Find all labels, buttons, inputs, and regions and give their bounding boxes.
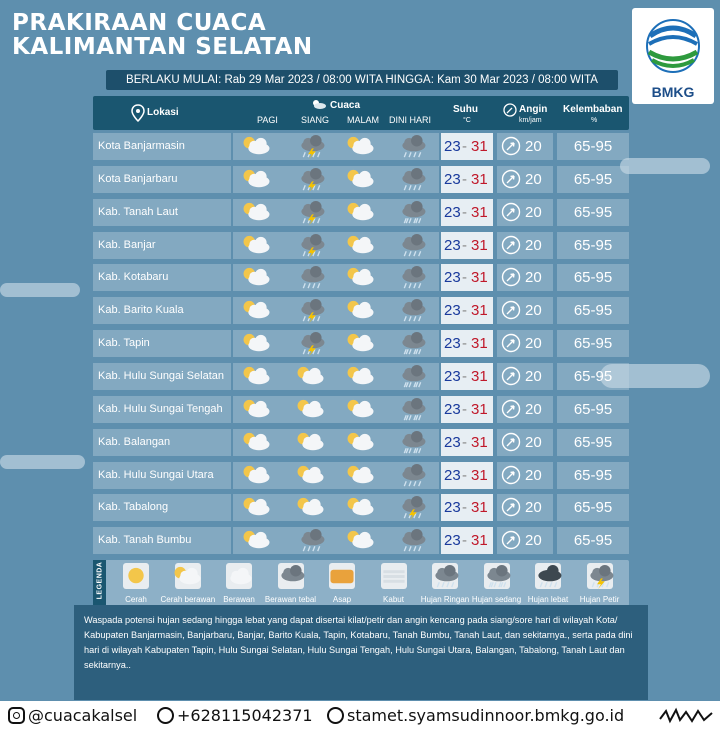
legend-item — [418, 563, 472, 604]
header-kelembaban — [557, 96, 629, 130]
humidity-range: 65-95 — [573, 466, 613, 484]
temp-separator: - — [462, 400, 467, 418]
cell-temperature — [441, 494, 493, 521]
temp-max: 31 — [471, 138, 488, 155]
cloud-decoration — [620, 158, 710, 174]
temp-separator: - — [462, 302, 467, 320]
header-lokasi — [93, 96, 231, 130]
cerah-berawan-icon — [293, 495, 329, 520]
cerah-berawan-icon — [239, 397, 275, 422]
globe-icon — [327, 707, 344, 724]
legend-label: Hujan sedang — [471, 595, 522, 604]
temp-min: 23 — [444, 302, 461, 320]
header-angin — [497, 96, 553, 130]
cell-wind — [497, 363, 553, 390]
wind-speed: 20 — [525, 400, 542, 418]
cerah-berawan-icon — [239, 167, 275, 192]
footer — [0, 701, 720, 731]
wind-direction-icon — [501, 530, 521, 550]
location-name: Kab. Tanah Bumbu — [98, 534, 192, 547]
table-row — [93, 396, 629, 423]
cerah-berawan-icon — [239, 331, 275, 356]
legend-tag-label: LEGENDA — [96, 561, 104, 600]
legend-label: Berawan tebal — [264, 595, 317, 604]
temp-min: 23 — [444, 170, 461, 188]
cell-humidity — [557, 133, 629, 160]
temp-min: 23 — [444, 433, 461, 451]
header-angin-unit: km/jam — [519, 117, 542, 124]
cerah-berawan-icon — [343, 331, 379, 356]
location-name: Kab. Tapin — [98, 337, 150, 350]
header-cuaca-label: Cuaca — [330, 100, 361, 111]
cerah-berawan-icon — [343, 167, 379, 192]
legend-item — [521, 563, 575, 604]
cell-humidity — [557, 166, 629, 193]
cerah-berawan-icon — [293, 364, 329, 389]
cell-wind — [497, 494, 553, 521]
location-name: Kab. Tanah Laut — [98, 205, 178, 218]
temp-separator: - — [462, 269, 467, 287]
wind-direction-icon — [501, 432, 521, 452]
cerah-berawan-icon — [293, 430, 329, 455]
legend-label: Cerah — [125, 595, 147, 604]
cerah-berawan-icon — [239, 134, 275, 159]
cell-humidity — [557, 396, 629, 423]
legend-label: Kabut — [383, 595, 404, 604]
legend-item — [264, 563, 318, 604]
legend-label: Hujan lebat — [527, 595, 569, 604]
temp-separator: - — [462, 466, 467, 484]
cerah-berawan-icon — [343, 134, 379, 159]
instagram-icon — [8, 707, 25, 724]
temp-separator: - — [462, 236, 467, 254]
hujan-ringan-icon — [394, 167, 430, 192]
period-siang: SIANG — [301, 115, 330, 125]
humidity-range: 65-95 — [573, 269, 613, 287]
cell-wind — [497, 199, 553, 226]
table-row — [93, 494, 629, 521]
wind-direction-icon — [501, 497, 521, 517]
temp-separator: - — [462, 433, 467, 451]
legend-item — [573, 563, 627, 604]
humidity-range: 65-95 — [573, 335, 613, 353]
wind-direction-icon — [501, 235, 521, 255]
wind-speed: 20 — [525, 269, 542, 287]
temp-max: 31 — [471, 367, 488, 385]
temp-max: 31 — [471, 170, 488, 188]
table-row — [93, 264, 629, 291]
cell-location — [93, 232, 231, 259]
cerah-berawan-icon — [343, 528, 379, 553]
wind-direction-icon — [501, 136, 521, 156]
temp-max: 31 — [471, 302, 488, 320]
cell-location — [93, 264, 231, 291]
cell-location — [93, 330, 231, 357]
cerah-berawan-icon — [239, 233, 275, 258]
cerah-berawan-icon — [239, 528, 275, 553]
cell-location — [93, 166, 231, 193]
cerah-berawan-icon — [239, 430, 275, 455]
cerah-berawan-icon — [239, 265, 275, 290]
temp-separator: - — [462, 532, 467, 550]
wind-speed: 20 — [525, 466, 542, 484]
legend-item — [470, 563, 524, 604]
wind-speed: 20 — [525, 499, 542, 517]
phone-number: +628115042371 — [177, 706, 313, 725]
cell-location — [93, 199, 231, 226]
location-name: Kab. Kotabaru — [98, 271, 169, 284]
location-name: Kab. Balangan — [98, 435, 171, 448]
cell-location — [93, 396, 231, 423]
header-angin-label: Angin — [519, 104, 548, 115]
temp-max: 31 — [471, 269, 488, 287]
title-line-2: KALIMANTAN SELATAN — [12, 34, 313, 60]
hujan-ringan-icon — [394, 528, 430, 553]
hujan-ringan-icon — [394, 134, 430, 159]
cell-humidity — [557, 462, 629, 489]
cell-wind — [497, 462, 553, 489]
cerah-berawan-icon — [343, 397, 379, 422]
hujan-sedang-icon — [484, 563, 510, 589]
header-suhu-unit: °C — [463, 117, 471, 124]
location-name: Kab. Tabalong — [98, 501, 169, 514]
bmkg-logo — [632, 8, 714, 104]
wind-direction-icon — [501, 333, 521, 353]
hujan-petir-icon — [394, 495, 430, 520]
header-suhu — [441, 96, 493, 130]
cerah-berawan-icon — [175, 563, 201, 589]
hujan-ringan-icon — [293, 265, 329, 290]
humidity-range: 65-95 — [573, 499, 613, 517]
cell-location — [93, 527, 231, 554]
cell-wind — [497, 232, 553, 259]
location-name: Kota Banjarbaru — [98, 172, 178, 185]
wind-speed: 20 — [525, 236, 542, 254]
hujan-sedang-icon — [394, 364, 430, 389]
table-row — [93, 199, 629, 226]
hujan-ringan-icon — [293, 528, 329, 553]
cell-temperature — [441, 297, 493, 324]
legend-label: Hujan Petir — [579, 595, 620, 604]
wind-direction-icon — [501, 300, 521, 320]
wind-speed: 20 — [525, 532, 542, 550]
temp-min: 23 — [444, 367, 461, 385]
cell-humidity — [557, 494, 629, 521]
temp-separator: - — [462, 170, 467, 188]
hujan-petir-icon — [293, 134, 329, 159]
cerah-berawan-icon — [293, 463, 329, 488]
instagram-handle: @cuacakalsel — [28, 706, 138, 725]
cell-humidity — [557, 363, 629, 390]
weather-header-icon — [311, 98, 327, 110]
wind-direction-icon — [501, 169, 521, 189]
whatsapp-icon — [157, 707, 174, 724]
cell-location — [93, 363, 231, 390]
website-url: stamet.syamsudinnoor.bmkg.go.id — [347, 706, 625, 725]
location-name: Kab. Barito Kuala — [98, 304, 184, 317]
temp-max: 31 — [471, 203, 488, 221]
cerah-berawan-icon — [343, 430, 379, 455]
hujan-petir-icon — [293, 167, 329, 192]
temp-separator: - — [462, 335, 467, 353]
cerah-berawan-icon — [343, 495, 379, 520]
cell-wind — [497, 527, 553, 554]
cerah-berawan-icon — [343, 200, 379, 225]
hujan-ringan-icon — [394, 265, 430, 290]
cerah-berawan-icon — [239, 463, 275, 488]
cell-humidity — [557, 429, 629, 456]
hujan-sedang-icon — [394, 200, 430, 225]
cerah-berawan-icon — [343, 298, 379, 323]
temp-max: 31 — [471, 236, 488, 254]
cell-wind — [497, 330, 553, 357]
humidity-range: 65-95 — [573, 302, 613, 320]
humidity-range: 65-95 — [573, 138, 613, 155]
location-name: Kab. Hulu Sungai Selatan — [98, 369, 224, 382]
kabut-icon — [381, 563, 407, 589]
hujan-sedang-icon — [394, 397, 430, 422]
cell-temperature — [441, 527, 493, 554]
location-name: Kota Banjarmasin — [98, 140, 185, 152]
cell-temperature — [441, 429, 493, 456]
cell-humidity — [557, 199, 629, 226]
bmkg-logo-mark — [632, 8, 714, 80]
cell-temperature — [441, 264, 493, 291]
cell-wind — [497, 297, 553, 324]
berawan-tebal-icon — [278, 563, 304, 589]
temp-separator: - — [462, 499, 467, 517]
asap-icon — [329, 563, 355, 589]
cerah-berawan-icon — [239, 495, 275, 520]
cell-temperature — [441, 330, 493, 357]
location-name: Kab. Hulu Sungai Utara — [98, 468, 214, 481]
legend-item — [161, 563, 215, 604]
cerah-berawan-icon — [343, 233, 379, 258]
hujan-petir-icon — [293, 331, 329, 356]
wind-direction-icon — [501, 202, 521, 222]
legend-tag — [93, 560, 106, 606]
header-suhu-label: Suhu — [453, 104, 478, 115]
table-row — [93, 462, 629, 489]
temp-min: 23 — [444, 269, 461, 287]
table-row — [93, 330, 629, 357]
hujan-lebat-icon — [535, 563, 561, 589]
table-row — [93, 166, 629, 193]
temp-min: 23 — [444, 138, 461, 155]
cerah-berawan-icon — [293, 397, 329, 422]
cell-temperature — [441, 133, 493, 160]
cell-humidity — [557, 527, 629, 554]
cell-wind — [497, 429, 553, 456]
temp-separator: - — [462, 138, 467, 155]
logo-text: BMKG — [651, 84, 695, 100]
table-header — [93, 96, 629, 130]
humidity-range: 65-95 — [573, 433, 613, 451]
cell-wind — [497, 396, 553, 423]
wind-direction-icon — [501, 267, 521, 287]
temp-min: 23 — [444, 236, 461, 254]
hujan-ringan-icon — [394, 463, 430, 488]
table-row — [93, 133, 629, 160]
header-kelembaban-unit: % — [591, 117, 598, 124]
footer-website[interactable] — [327, 706, 624, 725]
cerah-berawan-icon — [343, 463, 379, 488]
wind-speed: 20 — [525, 367, 542, 385]
humidity-range: 65-95 — [573, 170, 613, 188]
header-lokasi-label: Lokasi — [147, 107, 179, 118]
hujan-sedang-icon — [394, 331, 430, 356]
hujan-ringan-icon — [432, 563, 458, 589]
hujan-ringan-icon — [394, 233, 430, 258]
hujan-petir-icon — [293, 298, 329, 323]
legend-label: Cerah berawan — [160, 595, 216, 604]
temp-separator: - — [462, 203, 467, 221]
wind-direction-icon — [501, 366, 521, 386]
cell-humidity — [557, 297, 629, 324]
period-malam: MALAM — [347, 115, 380, 125]
header-kelembaban-label: Kelembaban — [563, 104, 623, 115]
cell-temperature — [441, 166, 493, 193]
header-cuaca — [233, 96, 439, 130]
humidity-range: 65-95 — [573, 236, 613, 254]
temp-max: 31 — [471, 532, 488, 550]
table-row — [93, 363, 629, 390]
humidity-range: 65-95 — [573, 367, 613, 385]
humidity-range: 65-95 — [573, 400, 613, 418]
hujan-petir-icon — [293, 200, 329, 225]
warning-text: Waspada potensi hujan sedang hingga lebat yang dapat disertai kilat/petir dan angin kencang pada siang/sore hari di wilayah Kota/ Kabupaten Banjarmasin, Banjarbaru, Banjar, Barito Kuala, Tapin, Kotabaru, Tanah Bumbu, Tanah Laut, dan sekitarnya., serta pada dini hari di wilayah Kabupaten Tapin, Hulu Sungai Selatan, Hulu Sungai Tengah, Hulu Sungai Utara, Balangan, Tabalong, Tanah Laut dan sekitarnya.. — [74, 605, 648, 700]
cerah-berawan-icon — [343, 265, 379, 290]
wind-speed: 20 — [525, 302, 542, 320]
signature-mark — [658, 705, 714, 727]
wind-direction-icon — [501, 399, 521, 419]
humidity-range: 65-95 — [573, 203, 613, 221]
cell-location — [93, 429, 231, 456]
cerah-berawan-icon — [239, 200, 275, 225]
temp-min: 23 — [444, 532, 461, 550]
temp-max: 31 — [471, 400, 488, 418]
cell-location — [93, 133, 231, 160]
cell-temperature — [441, 462, 493, 489]
table-row — [93, 429, 629, 456]
temp-max: 31 — [471, 335, 488, 353]
wind-speed: 20 — [525, 335, 542, 353]
wind-direction-icon — [501, 465, 521, 485]
cerah-berawan-icon — [239, 364, 275, 389]
temp-max: 31 — [471, 499, 488, 517]
cell-location — [93, 297, 231, 324]
legend — [93, 560, 629, 606]
cell-humidity — [557, 232, 629, 259]
wind-speed: 20 — [525, 170, 542, 188]
cell-location — [93, 462, 231, 489]
wind-header-icon — [503, 103, 517, 117]
footer-instagram[interactable] — [8, 706, 137, 725]
temp-min: 23 — [444, 203, 461, 221]
period-dini-hari: DINI HARI — [389, 115, 432, 125]
cerah-icon — [123, 563, 149, 589]
cloud-decoration — [0, 283, 80, 297]
temp-min: 23 — [444, 466, 461, 484]
temp-separator: - — [462, 367, 467, 385]
temp-min: 23 — [444, 400, 461, 418]
cerah-berawan-icon — [343, 364, 379, 389]
cell-wind — [497, 133, 553, 160]
wind-speed: 20 — [525, 138, 542, 155]
validity-period: BERLAKU MULAI: Rab 29 Mar 2023 / 08:00 WITA HINGGA: Kam 30 Mar 2023 / 08:00 WITA — [106, 70, 618, 90]
table-row — [93, 297, 629, 324]
cell-wind — [497, 166, 553, 193]
cell-temperature — [441, 199, 493, 226]
temp-min: 23 — [444, 335, 461, 353]
location-name: Kab. Banjar — [98, 238, 156, 251]
hujan-ringan-icon — [394, 298, 430, 323]
legend-item — [315, 563, 369, 604]
location-name: Kab. Hulu Sungai Tengah — [98, 402, 223, 415]
location-pin-icon — [131, 104, 145, 122]
table-row — [93, 527, 629, 554]
legend-item — [109, 563, 163, 604]
period-pagi: PAGI — [257, 115, 278, 125]
cell-humidity — [557, 330, 629, 357]
legend-label: Berawan — [223, 595, 255, 604]
cell-wind — [497, 264, 553, 291]
temp-max: 31 — [471, 466, 488, 484]
legend-item — [212, 563, 266, 604]
temp-min: 23 — [444, 499, 461, 517]
hujan-petir-icon — [293, 233, 329, 258]
temp-max: 31 — [471, 433, 488, 451]
table-row — [93, 232, 629, 259]
legend-label: Hujan Ringan — [420, 595, 470, 604]
humidity-range: 65-95 — [573, 532, 613, 550]
footer-phone[interactable] — [157, 706, 313, 725]
cloud-decoration — [0, 455, 85, 469]
cell-temperature — [441, 232, 493, 259]
cerah-berawan-icon — [239, 298, 275, 323]
cell-temperature — [441, 363, 493, 390]
hujan-sedang-icon — [394, 430, 430, 455]
legend-label: Asap — [332, 595, 352, 604]
wind-speed: 20 — [525, 203, 542, 221]
berawan-icon — [226, 563, 252, 589]
hujan-petir-icon — [587, 563, 613, 589]
wind-speed: 20 — [525, 433, 542, 451]
title-line-1: PRAKIRAAN CUACA — [12, 10, 267, 36]
legend-item — [367, 563, 421, 604]
cell-location — [93, 494, 231, 521]
cell-temperature — [441, 396, 493, 423]
cell-humidity — [557, 264, 629, 291]
